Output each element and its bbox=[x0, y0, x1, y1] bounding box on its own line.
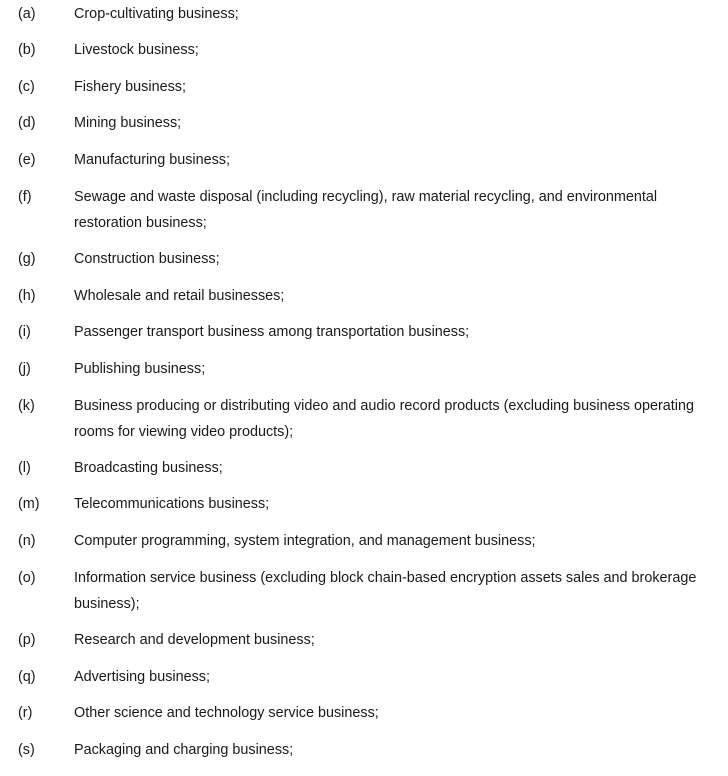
item-label: (b) bbox=[18, 42, 36, 58]
item-label: (p) bbox=[18, 632, 36, 648]
item-text: Sewage and waste disposal (including recycling), raw material recycling, and environmental restoration business; bbox=[74, 189, 658, 231]
item-label: (m) bbox=[18, 496, 40, 512]
item-label: (s) bbox=[18, 742, 35, 758]
item-text: Passenger transport business among transportation business; bbox=[74, 324, 470, 340]
item-text: Broadcasting business; bbox=[74, 460, 223, 476]
item-text: Telecommunications business; bbox=[74, 496, 270, 512]
item-label: (h) bbox=[18, 288, 36, 304]
item-text: Manufacturing business; bbox=[74, 152, 230, 168]
item-text: Advertising business; bbox=[74, 669, 210, 685]
item-label: (f) bbox=[18, 189, 32, 205]
item-text: Information service business (excluding block chain-based encryption assets sales and brokerage business); bbox=[74, 570, 697, 612]
item-label: (l) bbox=[18, 460, 31, 476]
item-label: (k) bbox=[18, 398, 35, 414]
item-text: Publishing business; bbox=[74, 361, 206, 377]
item-label: (g) bbox=[18, 251, 36, 267]
item-text: Mining business; bbox=[74, 115, 182, 131]
item-text: Computer programming, system integration, and management business; bbox=[74, 533, 536, 549]
item-text: Business producing or distributing video and audio record products (excluding business operating rooms for viewing video products); bbox=[74, 398, 694, 440]
item-label: (q) bbox=[18, 669, 36, 685]
item-label: (d) bbox=[18, 115, 36, 131]
item-label: (a) bbox=[18, 6, 36, 22]
item-label: (r) bbox=[18, 705, 33, 721]
item-text: Livestock business; bbox=[74, 42, 199, 58]
item-text: Fishery business; bbox=[74, 79, 186, 95]
item-text: Packaging and charging business; bbox=[74, 742, 294, 758]
item-label: (e) bbox=[18, 152, 36, 168]
item-label: (i) bbox=[18, 324, 31, 340]
item-text: Other science and technology service business; bbox=[74, 705, 379, 721]
item-label: (c) bbox=[18, 79, 35, 95]
item-text: Crop-cultivating business; bbox=[74, 6, 239, 22]
item-label: (j) bbox=[18, 361, 31, 377]
item-label: (o) bbox=[18, 570, 36, 586]
item-text: Wholesale and retail businesses; bbox=[74, 288, 285, 304]
item-text: Construction business; bbox=[74, 251, 220, 267]
item-label: (n) bbox=[18, 533, 36, 549]
item-text: Research and development business; bbox=[74, 632, 315, 648]
